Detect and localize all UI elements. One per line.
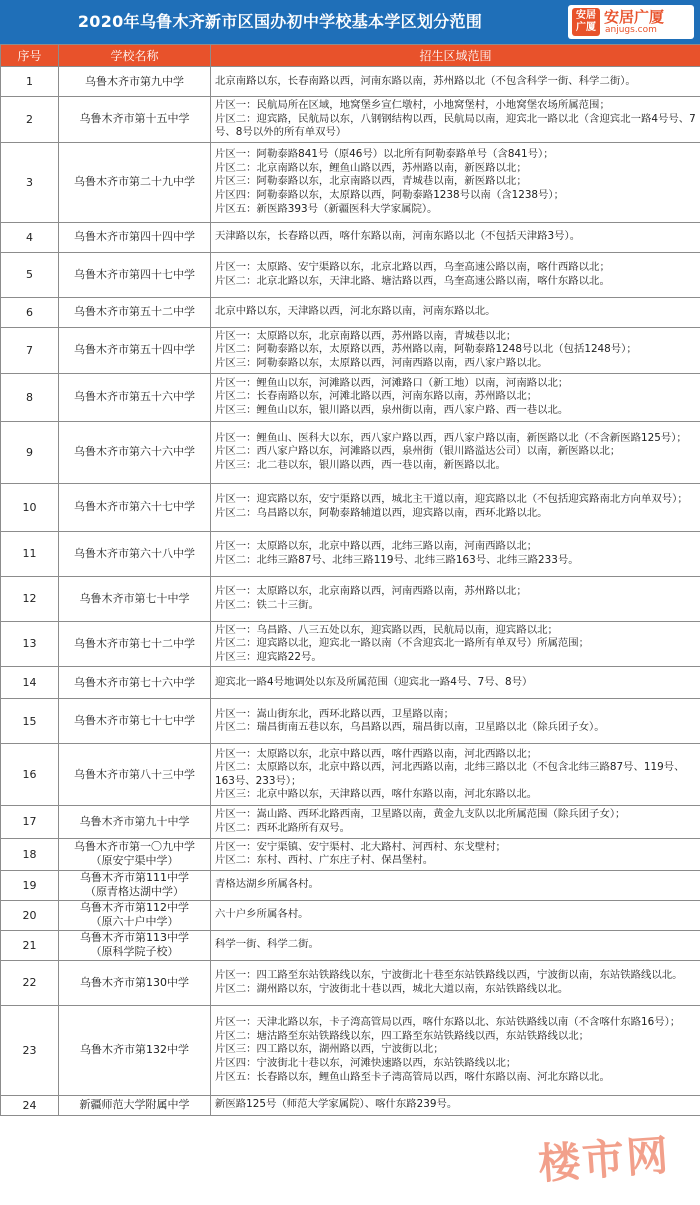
row-number: 13 (1, 621, 59, 667)
area-line: 片区一：阿勒泰路841号（原46号）以北所有阿勒泰路单号（含841号）； (215, 148, 554, 161)
school-name-line: 乌鲁木齐市第六十八中学 (74, 546, 195, 560)
school-name-cell (59, 838, 211, 870)
area-line: 片区二：铁二十三街。 (215, 598, 319, 611)
table-row (1, 142, 700, 222)
school-name-line: 乌鲁木齐市第113中学 (80, 931, 189, 945)
area-line: 片区一：鲤鱼山以东，河滩路以西，河滩路口（新工地）以南，河南路以北； (215, 376, 569, 389)
enrollment-area-cell (211, 142, 700, 222)
enrollment-area-cell (211, 699, 700, 744)
school-name-line: 乌鲁木齐市第十五中学 (79, 112, 190, 126)
row-number: 7 (1, 327, 59, 373)
brand-logo (568, 5, 694, 39)
area-line: 片区二：长春南路以东，河滩北路以西，河南东路以南，苏州路以北； (215, 390, 538, 403)
school-name-line: 乌鲁木齐市第四十七中学 (74, 267, 195, 281)
area-line: 片区一：安宁渠镇、安宁渠村、北大路村、河西村、东戈壁村； (215, 840, 506, 853)
row-number: 18 (1, 838, 59, 870)
row-number: 11 (1, 531, 59, 576)
area-line: 片区二：塘沽路至东站铁路线以东，四工路至东站铁路线以西，东站铁路线以北； (215, 1029, 590, 1042)
area-line: 北京中路以东，天津路以西，河北东路以南，河南东路以北。 (215, 305, 496, 318)
school-name-line: 乌鲁木齐市第二十九中学 (74, 175, 195, 189)
area-line: 六十户乡所属各村。 (215, 908, 309, 921)
enrollment-area-cell (211, 531, 700, 576)
enrollment-area-cell (211, 930, 700, 960)
school-name-line: 乌鲁木齐市第五十六中学 (74, 390, 195, 404)
area-line: 片区五：长春路以东，鲤鱼山路至卡子湾高管局以西，喀什东路以南、河北东路以北。 (215, 1070, 610, 1083)
row-number: 10 (1, 483, 59, 531)
enrollment-area-cell (211, 1005, 700, 1095)
enrollment-area-cell (211, 870, 700, 900)
school-name-line: （原六十户中学） (90, 915, 179, 929)
school-name-line: 乌鲁木齐市第七十六中学 (74, 675, 195, 689)
row-number: 12 (1, 576, 59, 621)
table-row (1, 744, 700, 806)
area-line: 片区二：迎宾路，民航局以东，八钢钢结构以西，民航局以南，迎宾北一路以北（含迎宾北一路4号号、7号、8号以外的所有单双号） (215, 112, 696, 139)
table-row (1, 531, 700, 576)
area-line: 片区四：阿勒泰路以东，太原路以西，阿勒泰路1238号以南（含1238号）； (215, 189, 565, 202)
area-line: 迎宾北一路4号地调处以东及所属范围（迎宾北一路4号、7号、8号） (215, 676, 533, 689)
enrollment-area-cell (211, 960, 700, 1005)
area-line: 片区二：西环北路所有双号。 (215, 821, 351, 834)
school-name-cell (59, 373, 211, 421)
area-line: 片区三：北二巷以东，银川路以西，西一巷以南，新医路以北。 (215, 458, 506, 471)
area-line: 科学一街、科学二街。 (215, 938, 319, 951)
school-name-cell (59, 699, 211, 744)
school-name-cell (59, 252, 211, 297)
row-number: 5 (1, 252, 59, 297)
school-name-cell (59, 960, 211, 1005)
table-row (1, 222, 700, 252)
area-line: 片区三：迎宾路22号。 (215, 650, 322, 663)
row-number: 8 (1, 373, 59, 421)
school-name-cell (59, 1095, 211, 1115)
row-number: 2 (1, 97, 59, 143)
table-row (1, 327, 700, 373)
school-name-cell (59, 97, 211, 143)
school-name-line: 乌鲁木齐市第九十中学 (79, 814, 190, 828)
school-name-line: 乌鲁木齐市第四十四中学 (74, 230, 195, 244)
table-header-row (1, 45, 700, 67)
area-line: 北京南路以东，长春南路以西，河南东路以南，苏州路以北（不包含科学一街、科学二街）。 (215, 74, 636, 87)
enrollment-area-cell (211, 327, 700, 373)
area-line: 片区一：天津北路以东，卡子湾高管局以西，喀什东路以北、东站铁路线以南（不含喀什东路16号）； (215, 1016, 681, 1029)
area-line: 片区二：阿勒泰路以东，太原路以西，苏州路以南，阿勒泰路1248号以北（包括1248号）； (215, 343, 637, 356)
row-number: 17 (1, 806, 59, 838)
school-name-cell (59, 297, 211, 327)
table-row (1, 297, 700, 327)
table-row (1, 806, 700, 838)
enrollment-area-cell (211, 421, 700, 483)
table-row (1, 960, 700, 1005)
enrollment-area-cell (211, 67, 700, 97)
school-name-line: 乌鲁木齐市第130中学 (80, 975, 189, 989)
enrollment-area-cell (211, 900, 700, 930)
area-line: 片区一：乌昌路、八三五处以东，迎宾路以西，民航局以南，迎宾路以北； (215, 623, 558, 636)
school-name-line: 乌鲁木齐市第六十七中学 (74, 500, 195, 514)
enrollment-area-cell (211, 97, 700, 143)
enrollment-area-cell (211, 222, 700, 252)
row-number: 14 (1, 667, 59, 699)
row-number: 22 (1, 960, 59, 1005)
enrollment-area-cell (211, 373, 700, 421)
area-line: 片区一：嵩山街东北，西环北路以西，卫星路以南； (215, 707, 454, 720)
table-row (1, 483, 700, 531)
area-line: 片区二：北京南路以东，鲤鱼山路以西，苏州路以南，新医路以北； (215, 161, 527, 174)
enrollment-area-cell (211, 744, 700, 806)
area-line: 片区二：瑞昌街南五巷以东，乌昌路以西，瑞昌街以南，卫星路以北（除兵团子女）。 (215, 721, 605, 734)
watermark-logo: 楼市网 (536, 1130, 672, 1189)
header-school-name: 学校名称 (59, 45, 211, 67)
school-name-cell (59, 531, 211, 576)
logo-badge-icon: 安居广厦 (572, 8, 600, 36)
school-name-line: 乌鲁木齐市第一〇九中学 (74, 840, 195, 854)
school-name-cell (59, 142, 211, 222)
table-row (1, 838, 700, 870)
area-line: 片区四：宁波街北十巷以东，河滩快速路以西，东站铁路线以北； (215, 1057, 517, 1070)
area-line: 新医路125号（师范大学家属院）、喀什东路239号。 (215, 1098, 458, 1111)
school-name-line: 乌鲁木齐市第七十七中学 (74, 714, 195, 728)
table-row (1, 870, 700, 900)
enrollment-area-cell (211, 838, 700, 870)
table-row (1, 67, 700, 97)
school-name-cell (59, 806, 211, 838)
school-name-line: 乌鲁木齐市第八十三中学 (74, 767, 195, 781)
table-row (1, 1095, 700, 1115)
table-row (1, 930, 700, 960)
area-line: 片区三：北京中路以东，天津路以西，喀什东路以南，河北东路以北。 (215, 788, 538, 801)
row-number: 19 (1, 870, 59, 900)
school-name-line: 乌鲁木齐市第七十中学 (79, 591, 190, 605)
row-number: 4 (1, 222, 59, 252)
table-row (1, 667, 700, 699)
school-name-line: （原安宁渠中学） (90, 854, 179, 868)
area-line: 片区一：太原路以东，北京南路以西，河南西路以南，苏州路以北； (215, 584, 527, 597)
area-line: 片区一：太原路以东，北京南路以西，苏州路以南，青城巷以北； (215, 329, 517, 342)
school-name-cell (59, 930, 211, 960)
row-number: 21 (1, 930, 59, 960)
school-name-cell (59, 576, 211, 621)
table-row (1, 699, 700, 744)
area-line: 青格达湖乡所属各村。 (215, 878, 319, 891)
area-line: 片区一：迎宾路以东，安宁渠路以西，城北主干道以南，迎宾路以北（不包括迎宾路南北方向单双号）； (215, 493, 688, 506)
area-line: 片区一：四工路至东站铁路线以东，宁波街北十巷至东站铁路线以西，宁波街以南，东站铁路线以北。 (215, 969, 683, 982)
table-row (1, 900, 700, 930)
enrollment-area-cell (211, 667, 700, 699)
area-line: 片区一：太原路、安宁渠路以东，北京北路以西，乌奎高速公路以南，喀什西路以北； (215, 261, 610, 274)
row-number: 23 (1, 1005, 59, 1095)
area-line: 片区二：太原路以东，北京中路以西，河北西路以南，北纬三路以北（不包含北纬三路87号、119号、163号、233号）； (215, 761, 685, 787)
school-name-line: 乌鲁木齐市第七十二中学 (74, 636, 195, 650)
school-name-line: （原青格达湖中学） (85, 885, 184, 899)
enrollment-area-cell (211, 483, 700, 531)
school-name-cell (59, 621, 211, 667)
area-line: 片区一：嵩山路、西环北路西南，卫星路以南，黄金九支队以北所属范围（除兵团子女）； (215, 808, 626, 821)
area-line: 片区三：四工路以东，湖州路以西，宁波街以北； (215, 1043, 444, 1056)
area-line: 片区一：太原路以东，北京中路以西，北纬三路以南，河南西路以北； (215, 539, 538, 552)
row-number: 3 (1, 142, 59, 222)
school-name-cell (59, 900, 211, 930)
enrollment-area-cell (211, 806, 700, 838)
title-bar (0, 0, 700, 44)
area-line: 片区二：北纬三路87号、北纬三路119号、北纬三路163号、北纬三路233号。 (215, 553, 579, 566)
school-name-cell (59, 1005, 211, 1095)
area-line: 片区二：湖州路以东，宁波街北十巷以西，城北大道以南，东站铁路线以北。 (215, 982, 569, 995)
enrollment-area-cell (211, 252, 700, 297)
row-number: 6 (1, 297, 59, 327)
table-row (1, 252, 700, 297)
area-line: 片区二：西八家户路以东，河滩路以西，泉州街（银川路溢达公司）以南，新医路以北； (215, 445, 621, 458)
logo-url: anjugs.com (605, 25, 657, 35)
area-line: 片区二：北京北路以东，天津北路、塘沽路以西，乌奎高速公路以南，喀什东路以北。 (215, 274, 610, 287)
area-line: 片区二：迎宾路以北，迎宾北一路以南（不含迎宾北一路所有单双号）所属范围； (215, 637, 590, 650)
school-district-table (0, 44, 700, 1116)
table-row (1, 621, 700, 667)
row-number: 16 (1, 744, 59, 806)
school-name-cell (59, 870, 211, 900)
enrollment-area-cell (211, 576, 700, 621)
enrollment-area-cell (211, 621, 700, 667)
school-name-cell (59, 483, 211, 531)
school-name-line: 乌鲁木齐市第132中学 (80, 1043, 189, 1057)
area-line: 片区三：阿勒泰路以东，北京南路以西，青城巷以南，新医路以北； (215, 175, 527, 188)
school-name-line: 乌鲁木齐市第五十四中学 (74, 343, 195, 357)
school-name-line: 乌鲁木齐市第五十二中学 (74, 305, 195, 319)
school-name-line: 乌鲁木齐市第九中学 (85, 74, 184, 88)
header-enrollment-area: 招生区域范围 (211, 45, 700, 67)
school-name-line: 乌鲁木齐市第112中学 (80, 901, 189, 915)
school-name-cell (59, 222, 211, 252)
area-line: 天津路以东，长春路以西，喀什东路以南，河南东路以北（不包括天津路3号）。 (215, 230, 581, 243)
school-name-cell (59, 744, 211, 806)
area-line: 片区一：民航局所在区域，地窝堡乡宣仁墩村，小地窝堡村，小地窝堡农场所属范围； (215, 99, 610, 111)
area-line: 片区二：东村、西村、广东庄子村、保昌堡村。 (215, 854, 434, 867)
school-name-cell (59, 667, 211, 699)
row-number: 15 (1, 699, 59, 744)
enrollment-area-cell (211, 1095, 700, 1115)
school-name-cell (59, 67, 211, 97)
school-name-line: 乌鲁木齐市第六十六中学 (74, 445, 195, 459)
row-number: 9 (1, 421, 59, 483)
table-row (1, 576, 700, 621)
area-line: 片区三：阿勒泰路以东，太原路以西，河南西路以南，西八家户路以北。 (215, 356, 548, 369)
school-name-line: 新疆师范大学附属中学 (79, 1098, 190, 1112)
logo-name: 安居广厦 (604, 8, 665, 26)
row-number: 20 (1, 900, 59, 930)
school-name-cell (59, 421, 211, 483)
school-name-cell (59, 327, 211, 373)
area-line: 片区二：乌昌路以东，阿勒泰路辅道以西，迎宾路以南，西环北路以北。 (215, 507, 548, 520)
row-number: 24 (1, 1095, 59, 1115)
area-line: 片区五：新医路393号（新疆医科大学家属院）。 (215, 202, 438, 215)
row-number: 1 (1, 67, 59, 97)
header-number: 序号 (1, 45, 59, 67)
school-name-line: 乌鲁木齐市第111中学 (80, 871, 189, 885)
table-row (1, 1005, 700, 1095)
enrollment-area-cell (211, 297, 700, 327)
table-row (1, 97, 700, 143)
page-title: 2020年乌鲁木齐新市区国办初中学校基本学区划分范围 (77, 12, 483, 31)
area-line: 片区一：鲤鱼山、医科大以东，西八家户路以西，西八家户路以南，新医路以北（不含新医路125号）； (215, 431, 687, 444)
school-name-line: （原科学院子校） (90, 945, 179, 959)
table-row (1, 373, 700, 421)
table-row (1, 421, 700, 483)
area-line: 片区一：太原路以东，北京中路以西，喀什西路以南，河北西路以北； (215, 747, 538, 760)
area-line: 片区三：鲤鱼山以东，银川路以西，泉州街以南，西八家户路、西一巷以北。 (215, 403, 569, 416)
